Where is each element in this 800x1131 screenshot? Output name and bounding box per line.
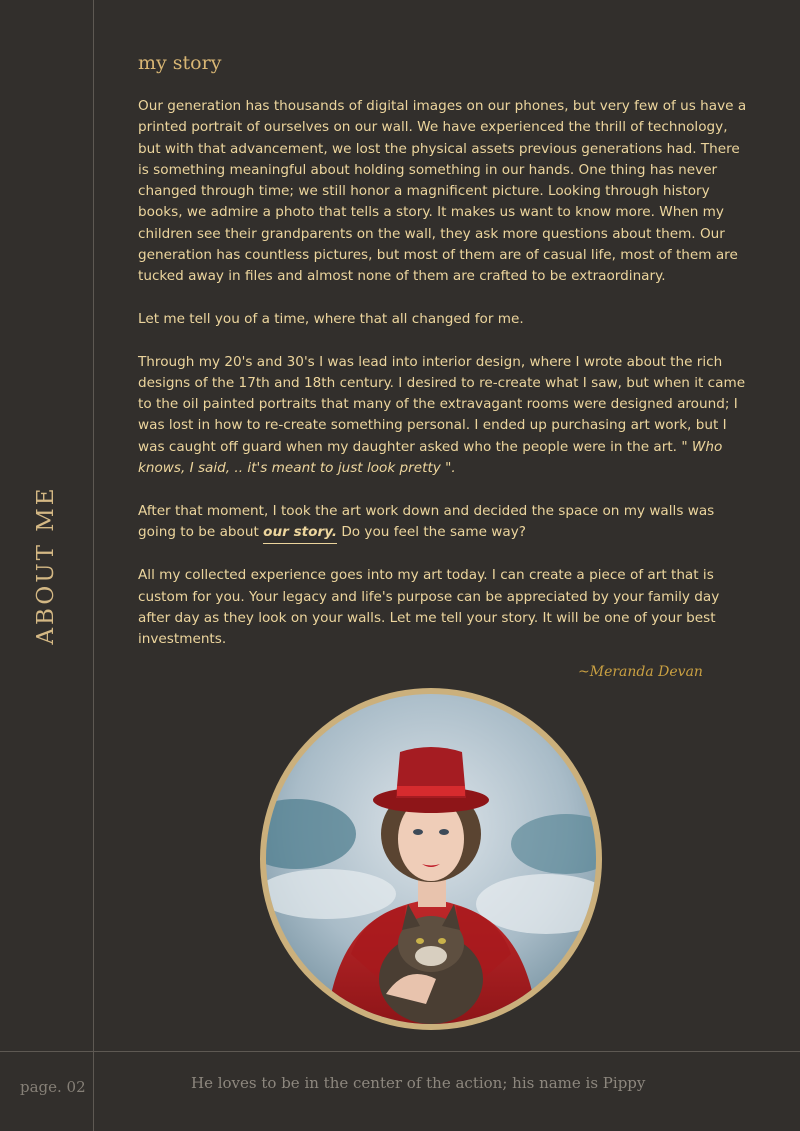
page-number: page. 02 xyxy=(20,1078,86,1096)
story-paragraph-3 xyxy=(138,352,750,480)
author-signature: ~Meranda Devan xyxy=(578,664,703,680)
our-story-emphasis: our story. xyxy=(263,524,337,544)
portrait-photo xyxy=(266,694,596,1024)
story-paragraph-4 xyxy=(138,501,750,544)
story-paragraph-3-text: Through my 20's and 30's I was lead into interior design, where I wrote about the rich designs of the 17th and 18th century. I desired to re-create what I saw, but when it came to the oil painted portraits that many of the extravagant rooms were designed around; I was lost in how to re-create something personal. I ended up purchasing art work, but I was caught off guard when my daughter asked who the people were in the art. xyxy=(138,353,746,455)
story-paragraph-4-start: After that moment, I took the art work down and decided the space on my walls was going to be about xyxy=(138,502,715,540)
story-paragraph-5: All my collected experience goes into my art today. I can create a piece of art that is custom for you. Your legacy and life's purpose can be appreciated by your family day after day as they look on your walls. Let me tell your story. It will be one of your best investments. xyxy=(138,567,720,648)
sidebar-divider xyxy=(93,0,94,1131)
story-text xyxy=(138,96,750,672)
photo-caption: He loves to be in the center of the action; his name is Pippy xyxy=(191,1074,646,1092)
daughter-quote: " Who knows, I said, .. it's meant to just look pretty ". xyxy=(138,438,723,477)
story-paragraph-2: Let me tell you of a time, where that all changed for me. xyxy=(138,310,524,327)
story-paragraph-4-end: Do you feel the same way? xyxy=(337,523,527,540)
portrait-frame xyxy=(260,688,602,1030)
footer-divider xyxy=(0,1051,800,1052)
page-title: my story xyxy=(138,52,222,74)
story-paragraph-1: Our generation has thousands of digital images on our phones, but very few of us have a printed portrait of ourselves on our wall. We have experienced the thrill of technology, but with that advancement, we lost the physical assets previous generations had. There is something meaningful about holding something in our hands. One thing has never changed through time; we still honor a magnificent picture. Looking through history books, we admire a photo that tells a story. It makes us want to know more. When my children see their grandparents on the wall, they ask more questions about them. Our generation has countless pictures, but most of them are of casual life, most of them are tucked away in files and almost none of them are crafted to be extraordinary. xyxy=(138,98,747,285)
sidebar-section-label: ABOUT ME xyxy=(33,485,59,645)
